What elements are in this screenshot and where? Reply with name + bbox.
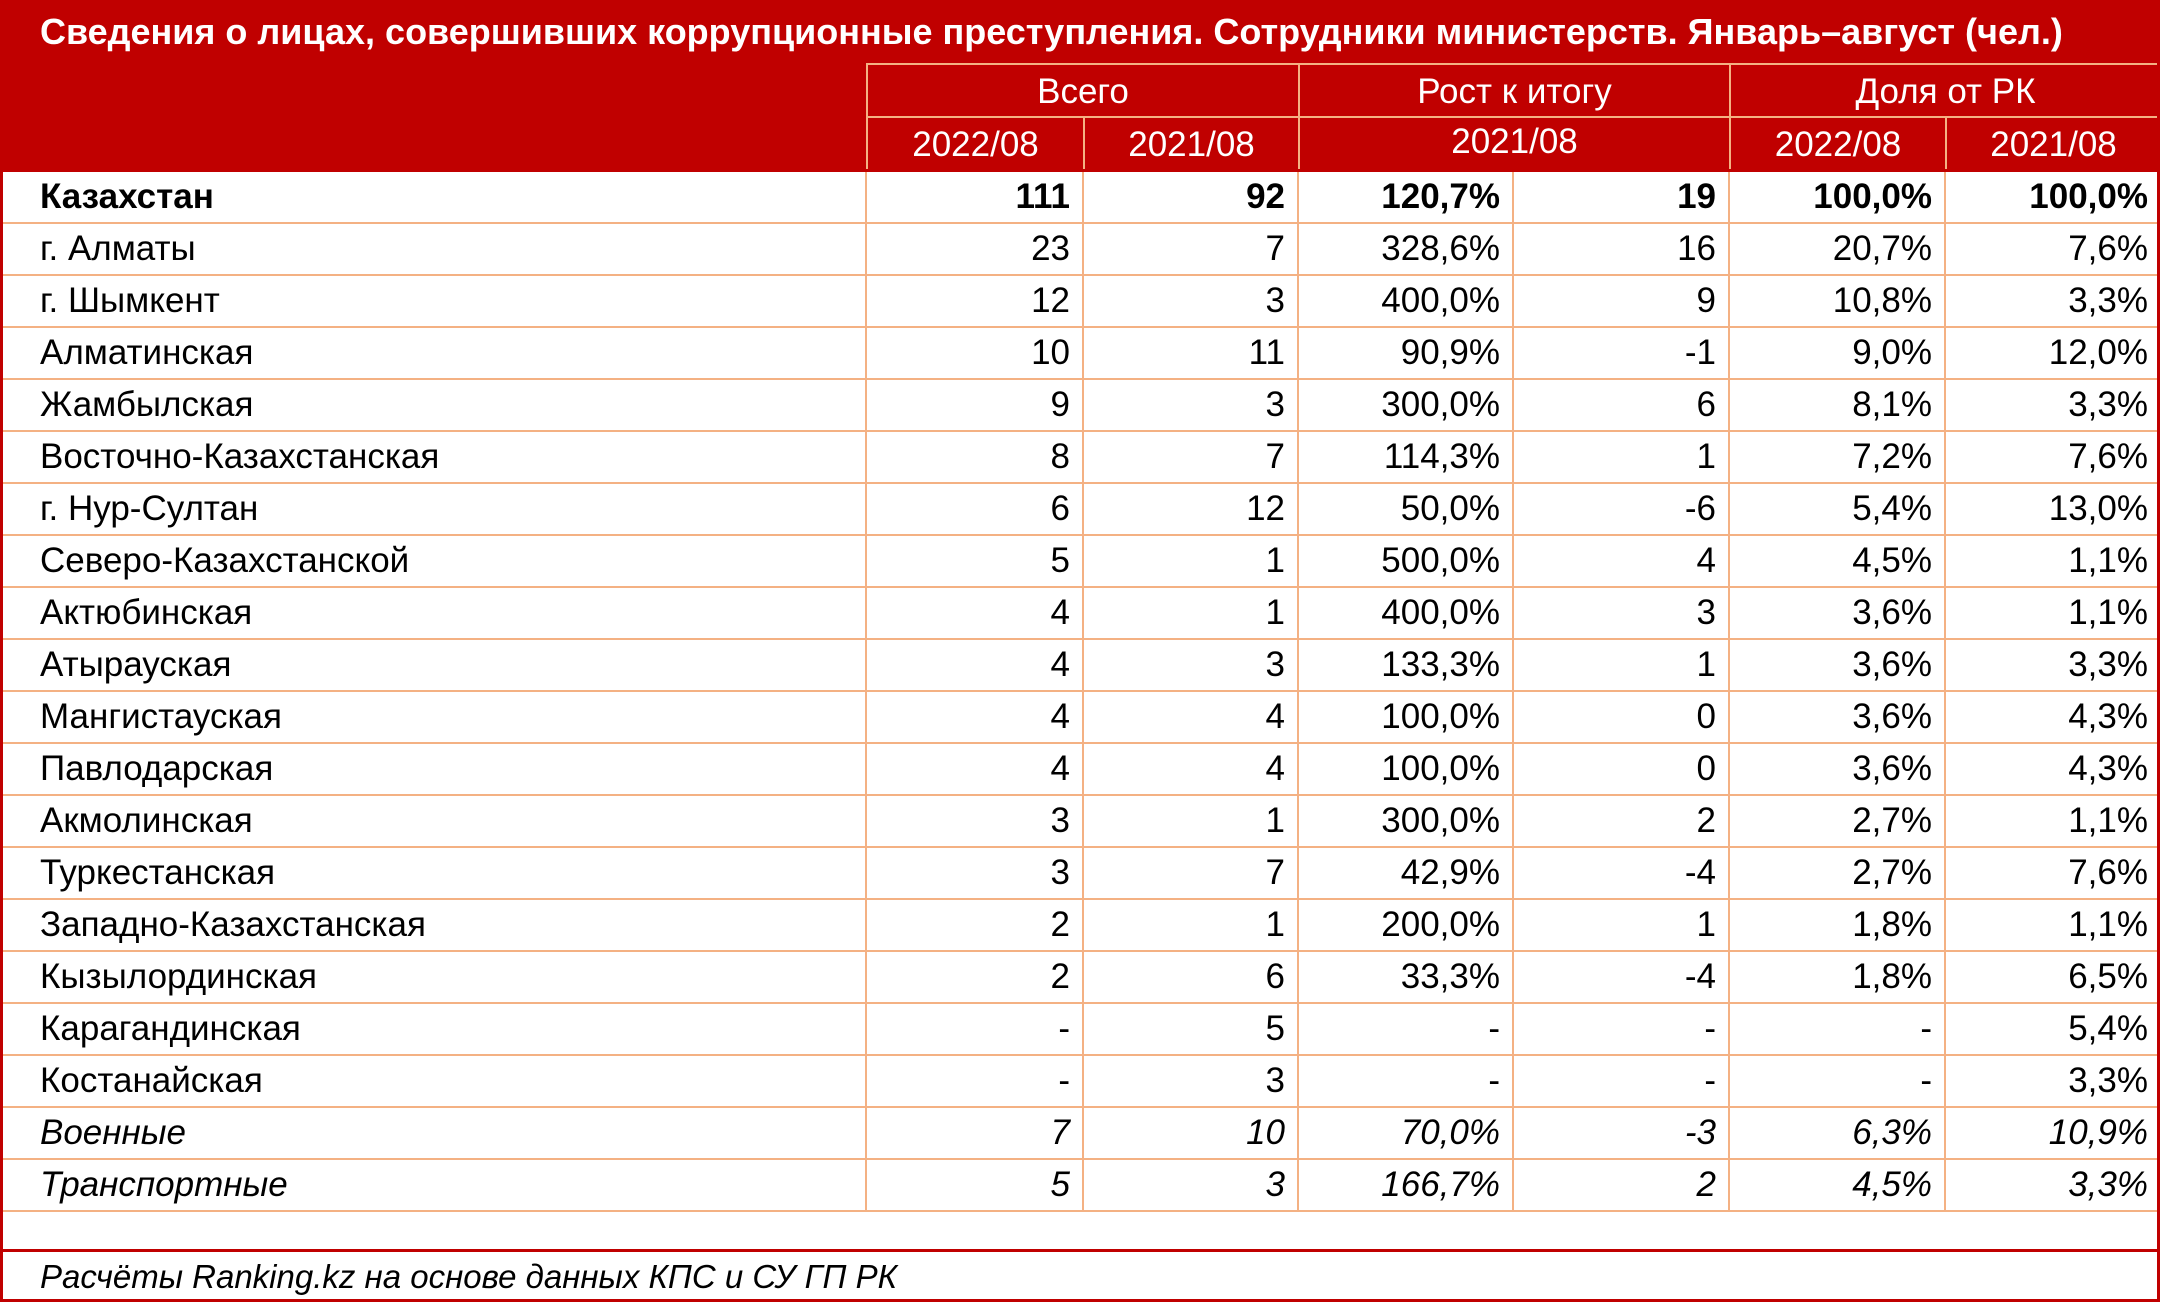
row-name-cell: Восточно-Казахстанская (0, 431, 866, 483)
value-2022-cell: 4 (866, 639, 1083, 691)
value-2022-cell: 5 (866, 535, 1083, 587)
growth-pct-cell: 300,0% (1298, 795, 1513, 847)
growth-pct-cell: 33,3% (1298, 951, 1513, 1003)
share-2022-cell: 4,5% (1729, 535, 1945, 587)
share-2021-cell: 1,1% (1945, 587, 2160, 639)
value-2021-cell: 12 (1083, 483, 1298, 535)
share-2022-cell: 6,3% (1729, 1107, 1945, 1159)
growth-diff-cell: -4 (1513, 951, 1729, 1003)
table-row (0, 431, 2160, 483)
table-header (0, 63, 2160, 169)
growth-pct-cell: 100,0% (1298, 743, 1513, 795)
header-vsego-2022: 2022/08 (866, 116, 1083, 169)
table-row (0, 639, 2160, 691)
header-group-rost: Рост к итогу (1298, 63, 1729, 169)
share-2021-cell: 6,5% (1945, 951, 2160, 1003)
growth-pct-cell: - (1298, 1055, 1513, 1107)
value-2022-cell: 3 (866, 795, 1083, 847)
share-2022-cell: 3,6% (1729, 639, 1945, 691)
growth-pct-cell: 300,0% (1298, 379, 1513, 431)
header-rost-2021: 2021/08 (1298, 116, 1729, 169)
row-name-cell: Павлодарская (0, 743, 866, 795)
growth-pct-cell: - (1298, 1003, 1513, 1055)
value-2022-cell: 4 (866, 587, 1083, 639)
header-group-vsego: Всего (866, 63, 1298, 116)
growth-pct-cell: 100,0% (1298, 691, 1513, 743)
value-2022-cell: 7 (866, 1107, 1083, 1159)
value-2021-cell: 7 (1083, 431, 1298, 483)
row-name-cell: Карагандинская (0, 1003, 866, 1055)
growth-diff-cell: 6 (1513, 379, 1729, 431)
value-2021-cell: 1 (1083, 535, 1298, 587)
growth-diff-cell: 1 (1513, 899, 1729, 951)
value-2022-cell: 111 (866, 171, 1083, 223)
growth-diff-cell: 0 (1513, 691, 1729, 743)
value-2022-cell: 5 (866, 1159, 1083, 1211)
data-table (0, 169, 2160, 1212)
table-row (0, 1003, 2160, 1055)
source-note: Расчёты Ranking.kz на основе данных КПС и СУ ГП РК (0, 1249, 2160, 1302)
row-name-cell: г. Алматы (0, 223, 866, 275)
growth-diff-cell: 0 (1513, 743, 1729, 795)
value-2022-cell: 10 (866, 327, 1083, 379)
share-2021-cell: 4,3% (1945, 743, 2160, 795)
growth-pct-cell: 328,6% (1298, 223, 1513, 275)
share-2022-cell: 7,2% (1729, 431, 1945, 483)
share-2021-cell: 10,9% (1945, 1107, 2160, 1159)
share-2022-cell: 2,7% (1729, 795, 1945, 847)
row-name-cell: г. Шымкент (0, 275, 866, 327)
value-2021-cell: 4 (1083, 743, 1298, 795)
value-2021-cell: 4 (1083, 691, 1298, 743)
row-name-cell: Транспортные (0, 1159, 866, 1211)
value-2021-cell: 7 (1083, 223, 1298, 275)
share-2021-cell: 7,6% (1945, 431, 2160, 483)
value-2021-cell: 1 (1083, 587, 1298, 639)
value-2022-cell: 9 (866, 379, 1083, 431)
table-row (0, 587, 2160, 639)
table-row (0, 795, 2160, 847)
value-2021-cell: 6 (1083, 951, 1298, 1003)
share-2022-cell: 2,7% (1729, 847, 1945, 899)
growth-pct-cell: 120,7% (1298, 171, 1513, 223)
row-name-cell: Туркестанская (0, 847, 866, 899)
growth-diff-cell: - (1513, 1055, 1729, 1107)
growth-diff-cell: 2 (1513, 1159, 1729, 1211)
value-2021-cell: 5 (1083, 1003, 1298, 1055)
share-2022-cell: 1,8% (1729, 951, 1945, 1003)
table-row (0, 1159, 2160, 1211)
value-2021-cell: 7 (1083, 847, 1298, 899)
header-vsego-2021: 2021/08 (1083, 116, 1298, 169)
row-name-cell: Казахстан (0, 171, 866, 223)
growth-diff-cell: 16 (1513, 223, 1729, 275)
share-2021-cell: 3,3% (1945, 1159, 2160, 1211)
growth-pct-cell: 114,3% (1298, 431, 1513, 483)
growth-pct-cell: 50,0% (1298, 483, 1513, 535)
row-name-cell: Костанайская (0, 1055, 866, 1107)
value-2021-cell: 10 (1083, 1107, 1298, 1159)
share-2022-cell: 3,6% (1729, 743, 1945, 795)
value-2021-cell: 1 (1083, 795, 1298, 847)
value-2022-cell: - (866, 1003, 1083, 1055)
table-title: Сведения о лицах, совершивших коррупционные преступления. Сотрудники министерств. Январь–август (чел.) (0, 0, 2160, 63)
value-2022-cell: 2 (866, 951, 1083, 1003)
share-2022-cell: 5,4% (1729, 483, 1945, 535)
share-2022-cell: 20,7% (1729, 223, 1945, 275)
growth-pct-cell: 200,0% (1298, 899, 1513, 951)
header-dolya-2021: 2021/08 (1945, 116, 2160, 169)
row-name-cell: Кызылординская (0, 951, 866, 1003)
share-2022-cell: 8,1% (1729, 379, 1945, 431)
value-2021-cell: 3 (1083, 639, 1298, 691)
value-2021-cell: 3 (1083, 1055, 1298, 1107)
row-name-cell: Западно-Казахстанская (0, 899, 866, 951)
share-2021-cell: 3,3% (1945, 639, 2160, 691)
value-2021-cell: 92 (1083, 171, 1298, 223)
value-2021-cell: 3 (1083, 1159, 1298, 1211)
row-name-cell: Алматинская (0, 327, 866, 379)
table-row (0, 847, 2160, 899)
table-row (0, 951, 2160, 1003)
share-2021-cell: 1,1% (1945, 535, 2160, 587)
share-2021-cell: 7,6% (1945, 847, 2160, 899)
share-2021-cell: 13,0% (1945, 483, 2160, 535)
row-name-cell: Акмолинская (0, 795, 866, 847)
share-2022-cell: 10,8% (1729, 275, 1945, 327)
row-name-cell: Жамбылская (0, 379, 866, 431)
growth-diff-cell: -4 (1513, 847, 1729, 899)
share-2021-cell: 3,3% (1945, 379, 2160, 431)
table-row (0, 899, 2160, 951)
growth-pct-cell: 42,9% (1298, 847, 1513, 899)
table-row (0, 691, 2160, 743)
table-row (0, 275, 2160, 327)
value-2021-cell: 3 (1083, 275, 1298, 327)
share-2022-cell: 3,6% (1729, 587, 1945, 639)
value-2021-cell: 1 (1083, 899, 1298, 951)
growth-diff-cell: 4 (1513, 535, 1729, 587)
value-2022-cell: 3 (866, 847, 1083, 899)
value-2022-cell: 12 (866, 275, 1083, 327)
growth-diff-cell: -6 (1513, 483, 1729, 535)
share-2022-cell: 4,5% (1729, 1159, 1945, 1211)
table-row (0, 1055, 2160, 1107)
row-name-cell: Атырауская (0, 639, 866, 691)
value-2022-cell: 4 (866, 691, 1083, 743)
row-name-cell: Актюбинская (0, 587, 866, 639)
growth-pct-cell: 133,3% (1298, 639, 1513, 691)
header-group-dolya: Доля от РК (1729, 63, 2160, 116)
growth-diff-cell: 1 (1513, 431, 1729, 483)
value-2022-cell: - (866, 1055, 1083, 1107)
value-2022-cell: 2 (866, 899, 1083, 951)
growth-pct-cell: 400,0% (1298, 587, 1513, 639)
growth-diff-cell: 9 (1513, 275, 1729, 327)
value-2022-cell: 4 (866, 743, 1083, 795)
growth-pct-cell: 70,0% (1298, 1107, 1513, 1159)
row-name-cell: Северо-Казахстанской (0, 535, 866, 587)
growth-diff-cell: -3 (1513, 1107, 1729, 1159)
share-2022-cell: 100,0% (1729, 171, 1945, 223)
row-name-cell: г. Нур-Султан (0, 483, 866, 535)
growth-pct-cell: 400,0% (1298, 275, 1513, 327)
share-2022-cell: 9,0% (1729, 327, 1945, 379)
table-row (0, 223, 2160, 275)
table-row (0, 379, 2160, 431)
value-2021-cell: 11 (1083, 327, 1298, 379)
share-2022-cell: 1,8% (1729, 899, 1945, 951)
share-2021-cell: 1,1% (1945, 899, 2160, 951)
share-2021-cell: 3,3% (1945, 275, 2160, 327)
value-2022-cell: 23 (866, 223, 1083, 275)
row-name-cell: Мангистауская (0, 691, 866, 743)
growth-pct-cell: 500,0% (1298, 535, 1513, 587)
header-dolya-2022: 2022/08 (1729, 116, 1945, 169)
growth-pct-cell: 90,9% (1298, 327, 1513, 379)
growth-diff-cell: 1 (1513, 639, 1729, 691)
growth-pct-cell: 166,7% (1298, 1159, 1513, 1211)
growth-diff-cell: 19 (1513, 171, 1729, 223)
share-2021-cell: 1,1% (1945, 795, 2160, 847)
table-row (0, 171, 2160, 223)
value-2022-cell: 8 (866, 431, 1083, 483)
growth-diff-cell: 3 (1513, 587, 1729, 639)
share-2021-cell: 5,4% (1945, 1003, 2160, 1055)
growth-diff-cell: -1 (1513, 327, 1729, 379)
row-name-cell: Военные (0, 1107, 866, 1159)
share-2022-cell: 3,6% (1729, 691, 1945, 743)
value-2021-cell: 3 (1083, 379, 1298, 431)
share-2021-cell: 7,6% (1945, 223, 2160, 275)
share-2021-cell: 4,3% (1945, 691, 2160, 743)
growth-diff-cell: - (1513, 1003, 1729, 1055)
share-2021-cell: 100,0% (1945, 171, 2160, 223)
table-row (0, 535, 2160, 587)
growth-diff-cell: 2 (1513, 795, 1729, 847)
table-row (0, 483, 2160, 535)
table-row (0, 327, 2160, 379)
table-row (0, 1107, 2160, 1159)
share-2022-cell: - (1729, 1003, 1945, 1055)
share-2021-cell: 3,3% (1945, 1055, 2160, 1107)
table-row (0, 743, 2160, 795)
share-2021-cell: 12,0% (1945, 327, 2160, 379)
value-2022-cell: 6 (866, 483, 1083, 535)
share-2022-cell: - (1729, 1055, 1945, 1107)
